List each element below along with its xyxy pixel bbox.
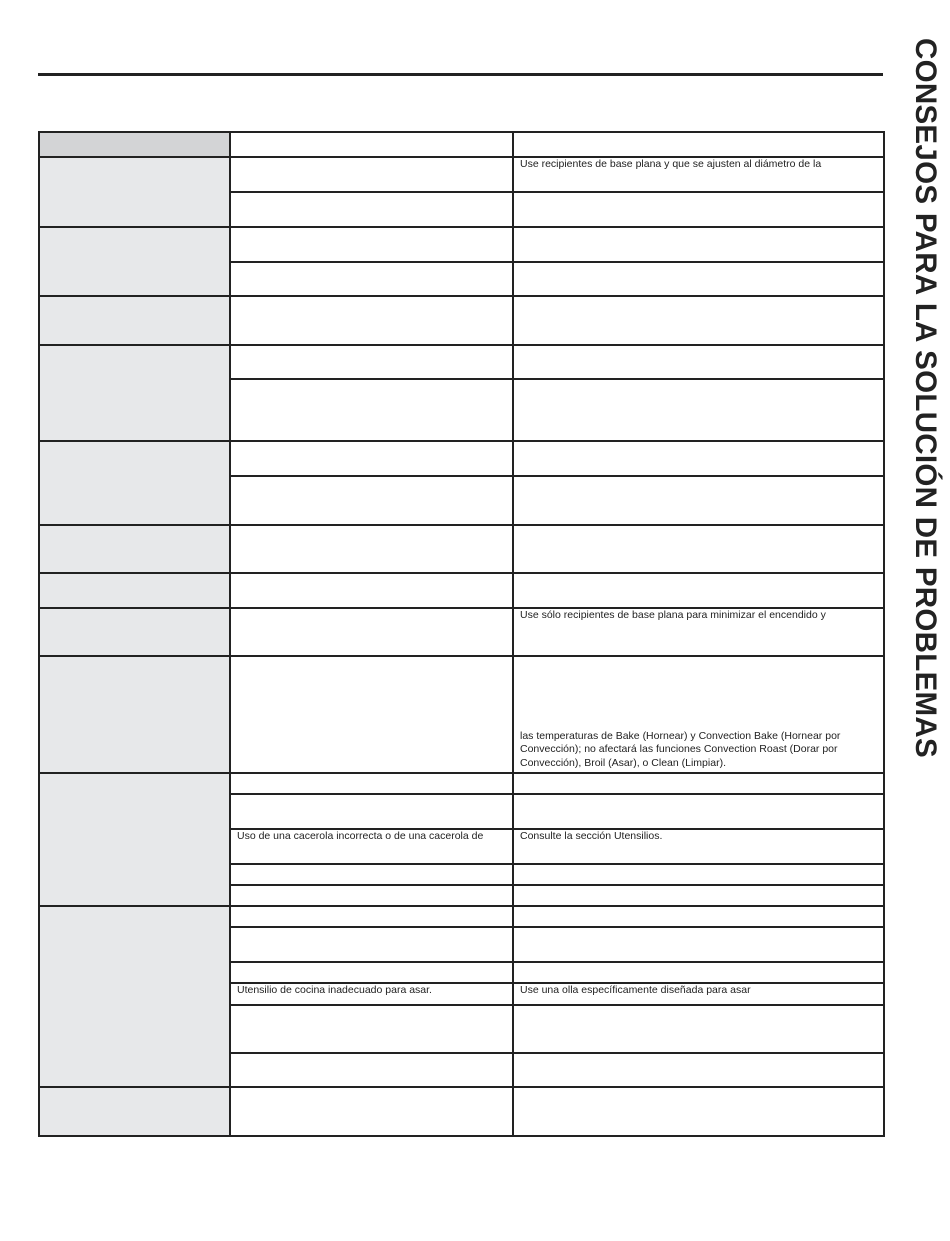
header-fix (513, 132, 884, 157)
cause-cell (230, 573, 513, 608)
fix-cell (513, 962, 884, 983)
cause-cell (230, 227, 513, 262)
cause-cell (230, 476, 513, 525)
fix-cell (513, 227, 884, 262)
cause-cell (230, 192, 513, 227)
cause-cell (230, 962, 513, 983)
fix-cell (513, 441, 884, 476)
problem-cell (39, 157, 230, 227)
table-row (39, 656, 884, 773)
fix-cell (513, 1053, 884, 1087)
cause-cell (230, 379, 513, 441)
fix-cell: Consulte la sección Utensilios. (513, 829, 884, 864)
table-row (39, 773, 884, 794)
table-row (39, 608, 884, 656)
cause-cell (230, 525, 513, 573)
problem-cell (39, 525, 230, 573)
fix-cell (513, 476, 884, 525)
fix-cell (513, 794, 884, 829)
problem-cell (39, 773, 230, 906)
cause-cell: Uso de una cacerola incorrecta o de una cacerola de (230, 829, 513, 864)
fix-cell (513, 927, 884, 962)
problem-cell (39, 906, 230, 1087)
fix-cell (513, 296, 884, 345)
fix-cell (513, 262, 884, 296)
header-problem (39, 132, 230, 157)
fix-cell: Use sólo recipientes de base plana para minimizar el encendido y (513, 608, 884, 656)
fix-cell (513, 1087, 884, 1136)
cause-cell (230, 345, 513, 379)
fix-cell: Use una olla específicamente diseñada para asar (513, 983, 884, 1005)
fix-cell (513, 906, 884, 927)
side-title (898, 38, 944, 828)
troubleshooting-table (38, 131, 885, 1137)
table-row (39, 227, 884, 262)
table-header-row (39, 132, 884, 157)
problem-cell (39, 608, 230, 656)
fix-cell (513, 525, 884, 573)
problem-cell (39, 573, 230, 608)
problem-cell (39, 656, 230, 773)
fix-cell (513, 885, 884, 906)
side-title-text: CONSEJOS PARA LA SOLUCIÓN DE PROBLEMAS (909, 38, 942, 759)
cause-cell (230, 864, 513, 885)
header-cause (230, 132, 513, 157)
fix-cell (513, 345, 884, 379)
table-row (39, 345, 884, 379)
cause-cell (230, 1005, 513, 1053)
cause-cell (230, 773, 513, 794)
cause-cell (230, 1087, 513, 1136)
problem-cell (39, 1087, 230, 1136)
table-row (39, 906, 884, 927)
fix-cell (513, 573, 884, 608)
cause-cell (230, 157, 513, 192)
cause-cell (230, 1053, 513, 1087)
fix-cell: las temperaturas de Bake (Hornear) y Convection Bake (Hornear por Convección); no afectará las funciones Convection Roast (Dorar por Convección), Broil (Asar), o Clean (Limpiar). (513, 656, 884, 773)
fix-cell: Use recipientes de base plana y que se ajusten al diámetro de la (513, 157, 884, 192)
table-row (39, 157, 884, 192)
problem-cell (39, 296, 230, 345)
fix-cell (513, 192, 884, 227)
table-row (39, 1087, 884, 1136)
cause-cell (230, 927, 513, 962)
cause-cell (230, 608, 513, 656)
problem-cell (39, 227, 230, 296)
cause-cell (230, 296, 513, 345)
table-row (39, 573, 884, 608)
fix-cell (513, 1005, 884, 1053)
problem-cell (39, 345, 230, 441)
cause-cell (230, 441, 513, 476)
cause-cell (230, 262, 513, 296)
table-row (39, 525, 884, 573)
cause-cell (230, 906, 513, 927)
problem-cell (39, 441, 230, 525)
fix-cell (513, 379, 884, 441)
cause-cell (230, 656, 513, 773)
table-row (39, 296, 884, 345)
table-row (39, 441, 884, 476)
cause-cell (230, 885, 513, 906)
cause-cell (230, 794, 513, 829)
cause-cell: Utensilio de cocina inadecuado para asar. (230, 983, 513, 1005)
top-rule (38, 73, 883, 76)
fix-cell (513, 864, 884, 885)
fix-cell (513, 773, 884, 794)
